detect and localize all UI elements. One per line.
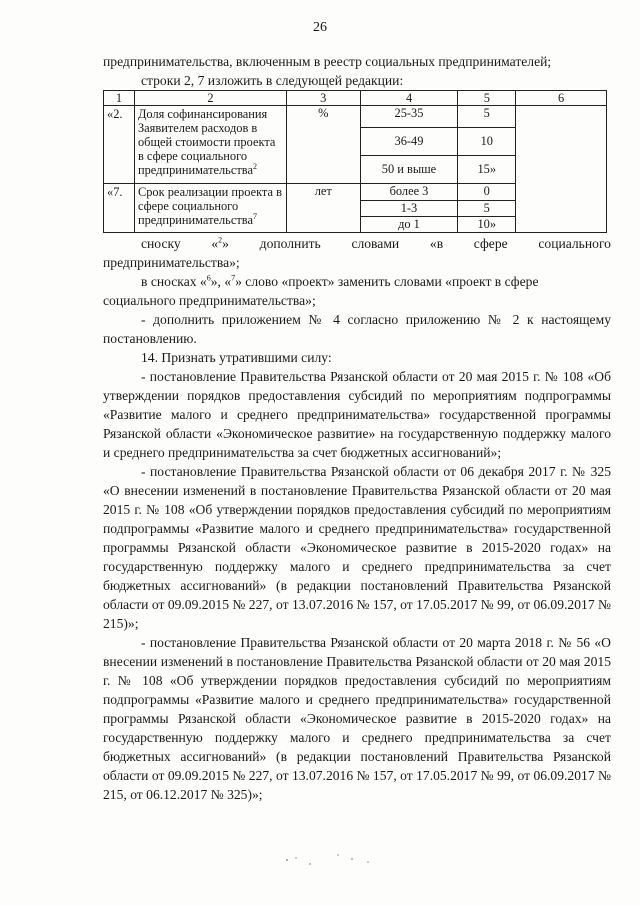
table-header-row xyxy=(104,91,607,106)
score-cell: 5 xyxy=(458,106,516,127)
range-score-block xyxy=(360,106,516,184)
range-cell: 36-49 xyxy=(361,127,458,155)
score-cell: 10 xyxy=(458,127,516,155)
header-cell: 4 xyxy=(360,91,458,106)
header-cell: 3 xyxy=(286,91,360,106)
scan-specks xyxy=(0,840,640,870)
row-number: «2. xyxy=(104,106,135,184)
range-cell: 50 и выше xyxy=(361,155,458,183)
range-cell: 1-3 xyxy=(361,200,458,216)
header-cell: 1 xyxy=(104,91,135,106)
header-cell: 6 xyxy=(516,91,607,106)
score-cell: 0 xyxy=(458,184,516,200)
criteria-table xyxy=(103,90,607,233)
criterion-text: Доля софинансирования Заявителем расходов в общей стоимости проекта в сфере социального предпринимательства$^2$ xyxy=(134,106,286,184)
table-row-2 xyxy=(104,106,607,184)
criterion-text: Срок реализации проекта в сфере социального предпринимательства$^7$ xyxy=(134,184,286,233)
score-cell: 10» xyxy=(458,216,516,232)
range-cell: более 3 xyxy=(389,184,429,198)
page-number: 26 xyxy=(313,20,327,35)
footnotes-sentence: в сносках «$^6$», «$^7$» слово «проект» заменить словами «проект в сфере социального предпринимательства»; xyxy=(103,273,539,308)
document-body xyxy=(103,52,611,90)
repeal-item-2: - постановление Правительства Рязанской области от 06 декабря 2017 г. № 325 «О внесении изменений в постановление Правительства Рязанской области от 20 мая 2015 г. № 108 «Об утверждении порядков предоставления субсидий по мероприятиям подпрограммы «Развитие малого и среднего предпринимательства» государственной программы Рязанской области «Экономическое развитие в 2015-2020 годах» на государственную поддержку малого и среднего предпринимательства за счет бюджетных ассигнований» (в редакции постановлений Правительства Рязанской области от 09.09.2015 № 227, от 13.07.2016 № 157, от 17.05.2017 № 99, от 06.09.2017 № 215)»; xyxy=(103,464,611,631)
range-score-block xyxy=(360,184,516,233)
amendments xyxy=(103,234,611,804)
row-number: «7. xyxy=(104,184,135,233)
footnote-sentence: сноску «$^2$» дополнить словами «в сфере социального xyxy=(141,235,611,251)
score-cell: 15» xyxy=(458,155,516,183)
range-cell: до 1 xyxy=(361,216,458,232)
repeal-item-1: - постановление Правительства Рязанской области от 20 мая 2015 г. № 108 «Об утверждении порядков предоставления субсидий по мероприятиям подпрограммы «Развитие малого и среднего предпринимательства» государственной программы Рязанской области «Экономическое развитие» на государственную поддержку малого и среднего предпринимательства за счет бюджетных ассигнований»; xyxy=(103,369,611,460)
section-14: 14. Признать утратившими силу: xyxy=(141,350,332,365)
intro-line: предпринимательства, включенным в реестр социальных предпринимателей; xyxy=(103,54,552,69)
unit-cell: лет xyxy=(286,184,360,233)
empty-cell xyxy=(516,106,607,233)
range-cell: 25-35 xyxy=(394,106,424,120)
footnote-sentence-end: предпринимательства»; xyxy=(103,255,240,270)
repeal-item-3: - постановление Правительства Рязанской области от 20 марта 2018 г. № 56 «О внесении изменений в постановление Правительства Рязанской области от 20 мая 2015 г. № 108 «Об утверждении порядков предоставления субсидий по мероприятиям подпрограммы «Развитие малого и среднего предпринимательства» государственной программы Рязанской области «Экономическое развитие в 2015-2020 годах» на государственную поддержку малого и среднего предпринимательства за счет бюджетных ассигнований» (в редакции постановлений Правительства Рязанской области от 09.09.2015 № 227, от 13.07.2016 № 157, от 17.05.2017 № 99, от 06.09.2017 № 215, от 06.12.2017 № 325)»; xyxy=(103,635,611,802)
score-cell: 5 xyxy=(458,200,516,216)
header-cell: 5 xyxy=(458,91,516,106)
unit-cell: % xyxy=(286,106,360,184)
rows-instruction: строки 2, 7 изложить в следующей редакции: xyxy=(141,73,404,88)
appendix-sentence: - дополнить приложением № 4 согласно приложению № 2 к настоящему постановлению. xyxy=(103,312,611,346)
header-cell: 2 xyxy=(134,91,286,106)
